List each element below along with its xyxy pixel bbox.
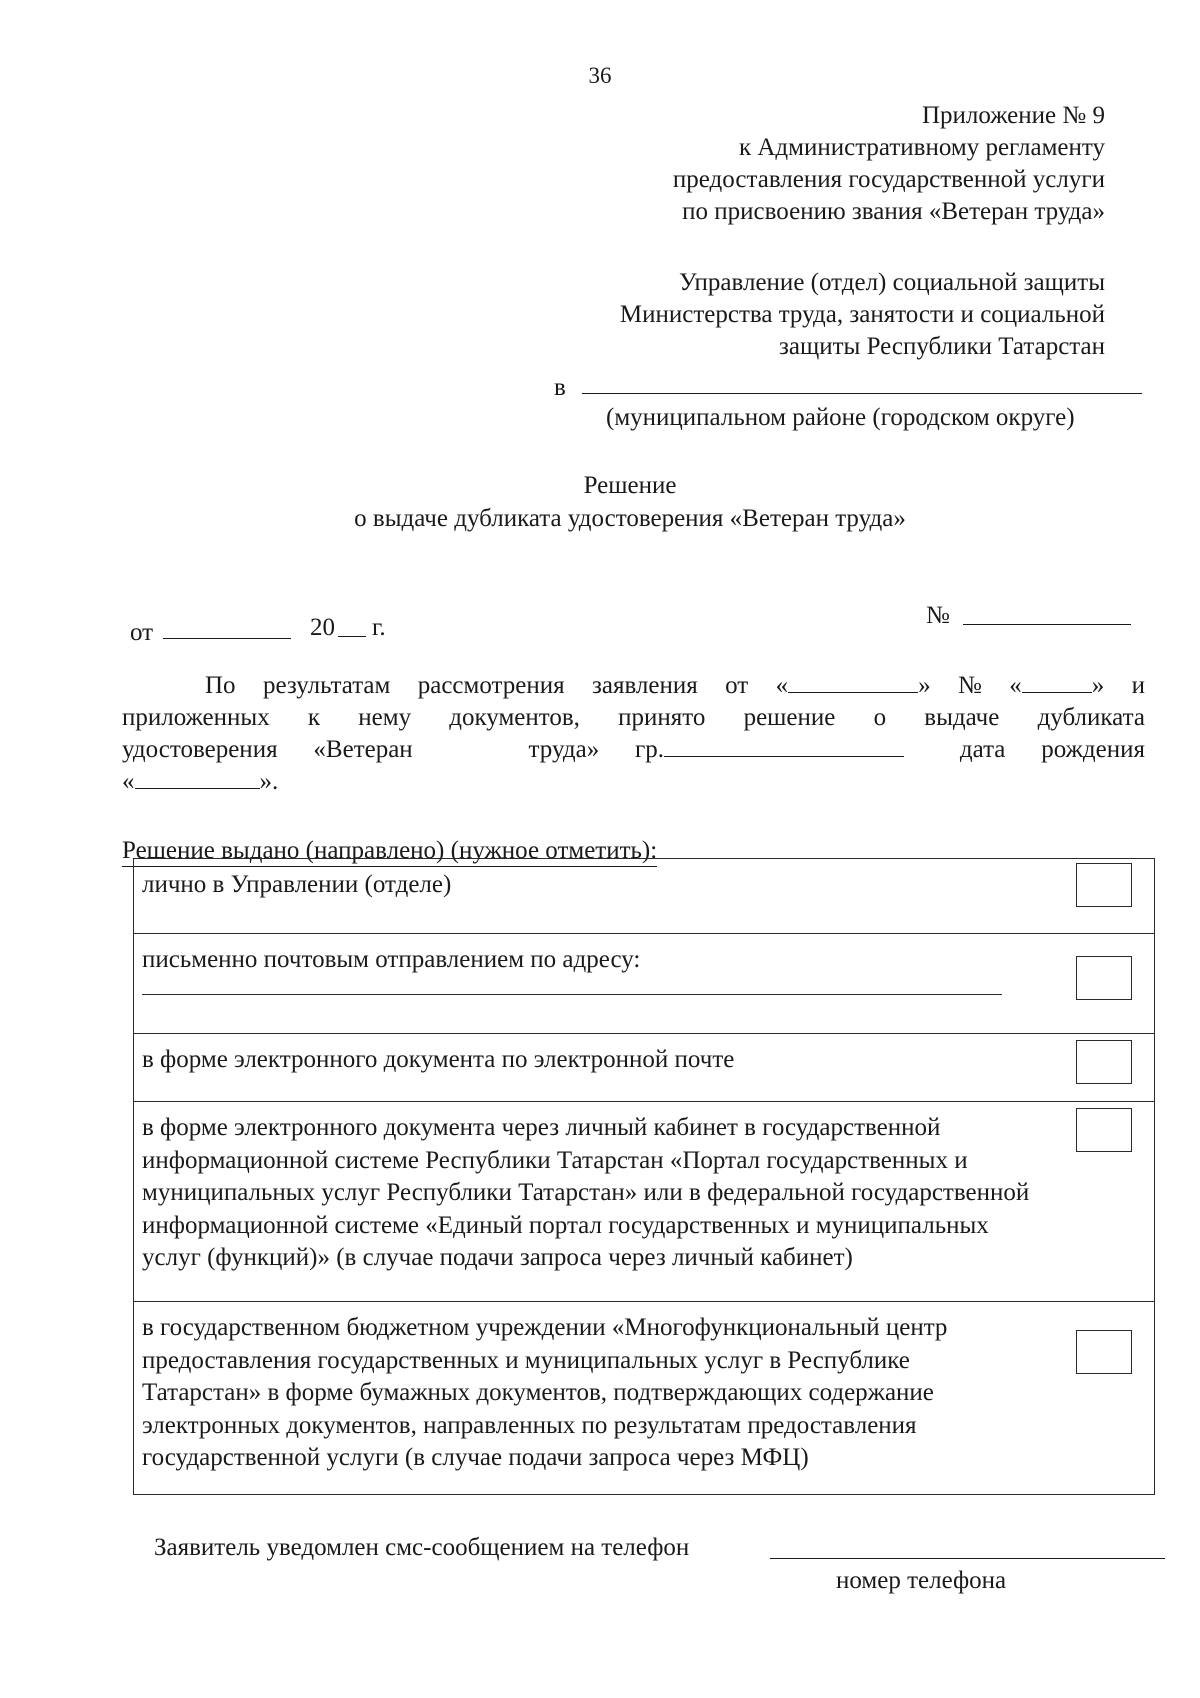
word: заявления xyxy=(591,672,698,699)
option-checkbox[interactable] xyxy=(1076,956,1132,1000)
year-suffix-g: г. xyxy=(372,614,386,641)
word: о xyxy=(873,704,887,731)
option-label: в форме электронного документа через личный кабинет в государственной информационной системе Республики Татарстан «Портал государственных и муниципальных услуг Республики Татарстан» или в федеральной государственной информационной системе «Единый портал государственных и муниципальных услуг (функций)» (в случае подачи запроса через личный кабинет) xyxy=(142,1114,1030,1271)
option-label: письменно почтовым отправлением по адресу: xyxy=(142,946,641,973)
postal-address-input-line[interactable] xyxy=(142,994,1002,995)
year-prefix: 20 xyxy=(310,614,335,641)
appendix-title: Приложение № 9 xyxy=(921,102,1105,129)
option-checkbox[interactable] xyxy=(1076,1330,1132,1374)
option-label: в форме электронного документа по электронной почте xyxy=(142,1046,735,1073)
word: дата xyxy=(959,736,1006,763)
citizen-prefix: гр. xyxy=(635,736,665,763)
quote-close: ». xyxy=(259,768,279,795)
option-row-postal xyxy=(134,934,1154,1034)
delivery-options-table xyxy=(133,858,1155,1495)
authority-line-1: Управление (отдел) социальной защиты xyxy=(679,269,1105,296)
paragraph-line-4 xyxy=(122,766,278,797)
appendix-line-3: предоставления государственной услуги xyxy=(672,166,1105,193)
municipality-sublabel: (муниципальном районе (городском округе) xyxy=(606,404,1075,431)
option-row-in-person xyxy=(134,859,1154,934)
word: «Ветеран xyxy=(313,736,413,763)
issued-label: Решение выдано (направлено) (нужное отметить): xyxy=(122,835,657,867)
word: По xyxy=(205,672,236,699)
option-checkbox[interactable] xyxy=(1076,1108,1132,1152)
word: рассмотрения xyxy=(417,672,565,699)
word: документов, xyxy=(449,704,580,731)
application-date-input-line[interactable] xyxy=(788,691,918,693)
date-prefix-ot: от xyxy=(130,619,154,646)
phone-sublabel: номер телефона xyxy=(836,1567,1007,1594)
decision-number-input-line[interactable] xyxy=(963,624,1131,625)
word: принято xyxy=(618,704,706,731)
option-row-mfc xyxy=(134,1302,1154,1496)
authority-line-2: Министерства труда, занятости и социальной xyxy=(619,301,1105,328)
quote-open: « xyxy=(122,768,135,795)
paragraph-line-2 xyxy=(122,702,1145,733)
application-number-field xyxy=(1009,670,1104,701)
word: удостоверения xyxy=(122,736,278,763)
number-sign: № xyxy=(926,602,950,629)
application-date-field xyxy=(776,670,931,701)
date-input-line[interactable] xyxy=(163,638,291,639)
option-checkbox[interactable] xyxy=(1076,863,1132,907)
number-sign: № xyxy=(957,672,982,699)
word: дубликата xyxy=(1037,704,1145,731)
appendix-header xyxy=(405,100,1105,228)
authority-line-3: защиты Республики Татарстан xyxy=(779,333,1105,360)
word: от xyxy=(725,672,749,699)
quote-open: « xyxy=(775,672,789,699)
word: и xyxy=(1131,672,1145,699)
document-subtitle: о выдаче дубликата удостоверения «Ветеран труда» xyxy=(354,505,906,532)
quote-close: » xyxy=(918,672,931,699)
page-number: 36 xyxy=(588,63,612,88)
application-number-input-line[interactable] xyxy=(1022,691,1092,693)
option-label: лично в Управлении (отделе) xyxy=(142,871,452,898)
word: нему xyxy=(358,704,412,731)
citizen-name-field xyxy=(635,734,904,765)
sms-notice: Заявитель уведомлен смс-сообщением на телефон xyxy=(154,1534,690,1561)
document-title: Решение xyxy=(583,472,677,499)
word: выдаче xyxy=(924,704,1000,731)
citizen-name-input-line[interactable] xyxy=(664,755,904,757)
authority-block xyxy=(405,267,1105,363)
word: результатам xyxy=(262,672,391,699)
appendix-line-4: по присвоению звания «Ветеран труда» xyxy=(682,198,1105,225)
phone-input-line[interactable] xyxy=(770,1558,1165,1559)
quote-open: « xyxy=(1009,672,1022,699)
word: труда» xyxy=(528,736,600,763)
year-input-line[interactable] xyxy=(338,636,366,637)
quote-close: » xyxy=(1091,672,1105,699)
option-row-email xyxy=(134,1034,1154,1102)
birth-date-input-line[interactable] xyxy=(135,787,260,789)
word: рождения xyxy=(1041,736,1145,763)
option-checkbox[interactable] xyxy=(1076,1040,1132,1084)
municipality-input-line[interactable] xyxy=(582,393,1142,394)
paragraph-line-3 xyxy=(122,734,1145,765)
word: решение xyxy=(743,704,836,731)
word: к xyxy=(307,704,321,731)
word: приложенных xyxy=(122,704,270,731)
appendix-line-2: к Административному регламенту xyxy=(738,134,1105,161)
option-label: в государственном бюджетном учреждении «Многофункциональный центр предоставления государственных и муниципальных услуг в Республике Татарстан» в форме бумажных документов, подтверждающих содержание электронных документов, направленных по результатам предоставления государственной услуги (в случае подачи запроса через МФЦ) xyxy=(142,1314,948,1471)
authority-prefix-v: в xyxy=(554,374,566,401)
paragraph-line-1 xyxy=(205,670,1145,701)
option-row-portal xyxy=(134,1102,1154,1302)
